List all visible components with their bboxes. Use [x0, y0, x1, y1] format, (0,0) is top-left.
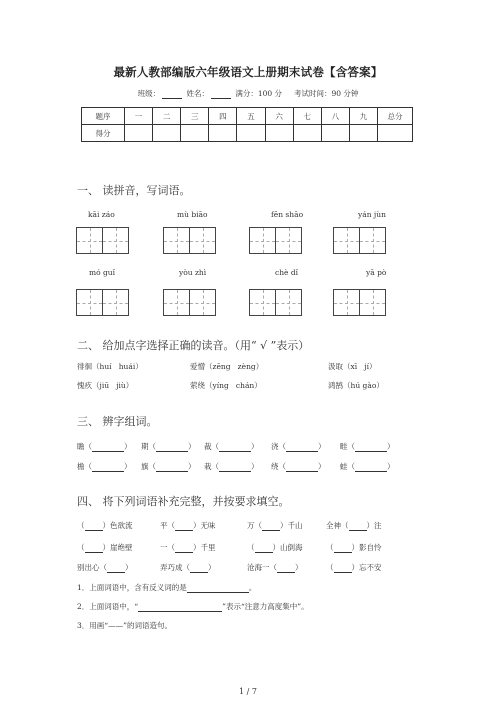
idiom-blank[interactable] — [190, 564, 208, 573]
word-pair-item: 期（ ） — [141, 442, 196, 451]
answer-blank[interactable] — [355, 463, 387, 472]
section1-heading: 一、 读拼音，写词语。 — [77, 184, 191, 197]
question-1-text: 1．上面词语中，含有反义词的是 — [77, 583, 187, 592]
pinyin-label: yā pò — [366, 268, 387, 277]
char-cell[interactable] — [359, 289, 386, 316]
idiom-prefix: 弄巧成（ — [160, 563, 190, 572]
char: 蛙 — [340, 462, 348, 471]
answer-blank[interactable] — [286, 443, 318, 452]
idiom-item — [160, 562, 216, 573]
idiom-suffix: ）崖绝壁 — [102, 543, 133, 552]
writing-grid[interactable] — [249, 227, 302, 254]
char-cell[interactable] — [189, 227, 216, 254]
idiom-blank[interactable] — [175, 522, 193, 531]
class-label: 班级： — [137, 89, 161, 98]
idiom-suffix: ）忘不安 — [351, 563, 382, 572]
idiom-item — [247, 562, 303, 573]
pinyin-label: fēn shāo — [271, 210, 304, 219]
idiom-suffix: ）千山 — [280, 521, 303, 530]
page-title: 最新人教部编版六年级语文上册期末试卷【含答案】 — [113, 65, 383, 79]
char-cell[interactable] — [275, 289, 302, 316]
idiom-prefix: 一（ — [160, 543, 175, 552]
page-number: 1 / 7 — [239, 687, 257, 696]
score-cell: 四 — [209, 108, 237, 125]
name-label: 姓名： — [186, 89, 209, 98]
writing-grid[interactable] — [163, 227, 216, 254]
pinyin-label: mó guǐ — [89, 268, 116, 277]
idiom-blank[interactable] — [85, 522, 103, 531]
answer-blank[interactable] — [187, 584, 249, 593]
char-cell[interactable] — [249, 289, 276, 316]
score-input-cell[interactable] — [265, 125, 293, 142]
writing-grid[interactable] — [163, 289, 216, 316]
answer-blank[interactable] — [219, 463, 251, 472]
char: 栽 — [204, 462, 212, 471]
exam-time: 考试时间：90 分钟 — [293, 89, 359, 98]
idiom-item — [77, 562, 133, 573]
idiom-suffix: ）千里 — [193, 543, 216, 552]
score-cell: 八 — [321, 108, 349, 125]
score-cell: 一 — [125, 108, 153, 125]
score-input-cell[interactable] — [153, 125, 181, 142]
word-pair-item: 瞻（ ） — [77, 442, 132, 451]
score-cell: 题序 — [82, 108, 125, 125]
idiom-prefix: （ — [77, 521, 85, 530]
score-row-label: 得分 — [82, 125, 125, 142]
char-cell[interactable] — [163, 227, 190, 254]
char-cell[interactable] — [249, 227, 276, 254]
question-2 — [77, 601, 309, 612]
idiom-item — [326, 520, 382, 531]
idiom-blank[interactable] — [334, 544, 352, 553]
idiom-item — [77, 542, 133, 553]
idiom-suffix: ）注 — [366, 521, 382, 530]
idiom-prefix: 别出心（ — [77, 563, 107, 572]
char: 檐 — [77, 462, 85, 471]
char-cell[interactable] — [76, 289, 103, 316]
answer-blank[interactable] — [355, 443, 387, 452]
idiom-blank[interactable] — [255, 544, 273, 553]
idiom-item — [160, 542, 216, 553]
char-cell[interactable] — [189, 289, 216, 316]
idiom-item — [247, 520, 303, 531]
reading-choice[interactable]: 爱憎（zēng zèng） — [190, 362, 264, 371]
reading-choice[interactable]: 鸿鹄（hú gào） — [328, 381, 384, 390]
reading-choice[interactable]: 徘徊（huí huái） — [77, 362, 143, 371]
char: 期 — [141, 442, 149, 451]
answer-blank[interactable] — [92, 463, 124, 472]
score-cell: 七 — [293, 108, 321, 125]
score-cell: 总分 — [378, 108, 413, 125]
answer-blank[interactable] — [286, 463, 318, 472]
answer-blank[interactable] — [219, 443, 251, 452]
writing-grid[interactable] — [76, 227, 129, 254]
writing-grid[interactable] — [76, 289, 129, 316]
char-cell[interactable] — [333, 227, 360, 254]
pinyin-label: yán jùn — [358, 210, 386, 219]
idiom-item — [247, 542, 303, 553]
word-pair-item: 绕（ ） — [271, 462, 326, 471]
question-1: 1．上面词语中，含有反义词的是 。 — [77, 583, 257, 592]
idiom-item — [326, 562, 382, 573]
char-cell[interactable] — [163, 289, 190, 316]
idiom-suffix: ）影自怜 — [351, 543, 382, 552]
name-blank — [211, 90, 231, 99]
idiom-blank[interactable] — [85, 544, 103, 553]
score-input-cell[interactable] — [293, 125, 321, 142]
idiom-prefix: （ — [247, 543, 255, 552]
char-cell[interactable] — [102, 289, 129, 316]
idiom-prefix: （ — [326, 543, 334, 552]
writing-grid[interactable] — [333, 227, 386, 254]
idiom-prefix: （ — [77, 543, 85, 552]
pinyin-label: yòu zhì — [179, 268, 207, 277]
idiom-prefix: 沧海一（ — [247, 563, 277, 572]
idiom-prefix: 平（ — [160, 521, 175, 530]
score-cell: 五 — [237, 108, 265, 125]
score-input-cell[interactable] — [321, 125, 349, 142]
question-2-text-a: 2．上面词语中，“ — [77, 602, 139, 611]
idiom-blank[interactable] — [107, 564, 125, 573]
score-input-cell[interactable] — [378, 125, 413, 142]
score-input-cell[interactable] — [237, 125, 265, 142]
section3-heading: 三、 辨字组词。 — [77, 415, 158, 428]
char: 瞻 — [77, 442, 85, 451]
idiom-prefix: 全神（ — [326, 521, 349, 530]
idiom-blank[interactable] — [277, 564, 295, 573]
exam-info-line — [0, 88, 496, 99]
char-cell[interactable] — [275, 227, 302, 254]
idiom-suffix: ） — [125, 563, 133, 572]
char-cell[interactable] — [333, 289, 360, 316]
question-3: 3．用画“——”的词语造句。 — [77, 621, 172, 630]
section4-heading: 四、 将下列词语补充完整，并按要求填空。 — [77, 495, 290, 508]
word-pair-item: 浇（ ） — [271, 442, 326, 451]
score-table-header-row — [82, 108, 413, 125]
char: 裁 — [204, 442, 212, 451]
word-pair-item: 裁（ ） — [204, 442, 259, 451]
answer-blank[interactable] — [138, 603, 222, 612]
score-table-score-row — [82, 125, 413, 142]
idiom-blank[interactable] — [349, 522, 367, 531]
writing-grid[interactable] — [249, 289, 302, 316]
idiom-prefix: 万（ — [247, 521, 262, 530]
class-blank — [162, 90, 182, 99]
score-table — [81, 107, 413, 142]
idiom-item — [326, 542, 382, 553]
reading-choice[interactable]: 萦绕（yíng chán） — [190, 381, 262, 390]
char-cell[interactable] — [359, 227, 386, 254]
char: 浇 — [271, 442, 279, 451]
idiom-suffix: ）色欲流 — [102, 521, 133, 530]
score-cell: 三 — [181, 108, 209, 125]
pinyin-label: chè dǐ — [275, 268, 299, 277]
idiom-blank[interactable] — [334, 564, 352, 573]
answer-blank[interactable] — [156, 463, 188, 472]
reading-choice[interactable]: 汲取（xī jí） — [328, 362, 377, 371]
score-input-cell[interactable] — [349, 125, 377, 142]
score-cell: 二 — [153, 108, 181, 125]
idiom-prefix: （ — [326, 563, 334, 572]
char: 畦 — [340, 442, 348, 451]
full-score: 满分：100 分 — [235, 89, 283, 98]
char: 绕 — [271, 462, 279, 471]
reading-choice[interactable]: 愧疚（jiū jiù） — [77, 381, 134, 390]
answer-blank[interactable] — [156, 443, 188, 452]
writing-grid[interactable] — [333, 289, 386, 316]
idiom-blank[interactable] — [175, 544, 193, 553]
idiom-suffix: ）无味 — [193, 521, 216, 530]
score-input-cell[interactable] — [181, 125, 209, 142]
idiom-suffix: ）山倒海 — [272, 543, 303, 552]
char-cell[interactable] — [76, 227, 103, 254]
word-pair-item: 畦（ ） — [340, 442, 395, 451]
word-pair-item: 栽（ ） — [204, 462, 259, 471]
idiom-suffix: ） — [295, 563, 303, 572]
word-pair-item: 檐（ ） — [77, 462, 132, 471]
score-input-cell[interactable] — [209, 125, 237, 142]
word-pair-item: 旗（ ） — [141, 462, 196, 471]
section2-heading: 二、 给加点字选择正确的读音。（用“ √ ”表示） — [77, 339, 310, 352]
pinyin-label: kāi záo — [88, 210, 115, 219]
idiom-suffix: ） — [208, 563, 216, 572]
char: 旗 — [141, 462, 149, 471]
score-input-cell[interactable] — [125, 125, 153, 142]
word-pair-item: 蛙（ ） — [340, 462, 395, 471]
idiom-item — [77, 520, 133, 531]
score-cell: 六 — [265, 108, 293, 125]
score-cell: 九 — [349, 108, 377, 125]
answer-blank[interactable] — [92, 443, 124, 452]
char-cell[interactable] — [102, 227, 129, 254]
pinyin-label: mù biāo — [177, 210, 208, 219]
idiom-item — [160, 520, 216, 531]
question-2-text-b: ”表示“注意力高度集中”。 — [222, 602, 309, 611]
idiom-blank[interactable] — [262, 522, 280, 531]
